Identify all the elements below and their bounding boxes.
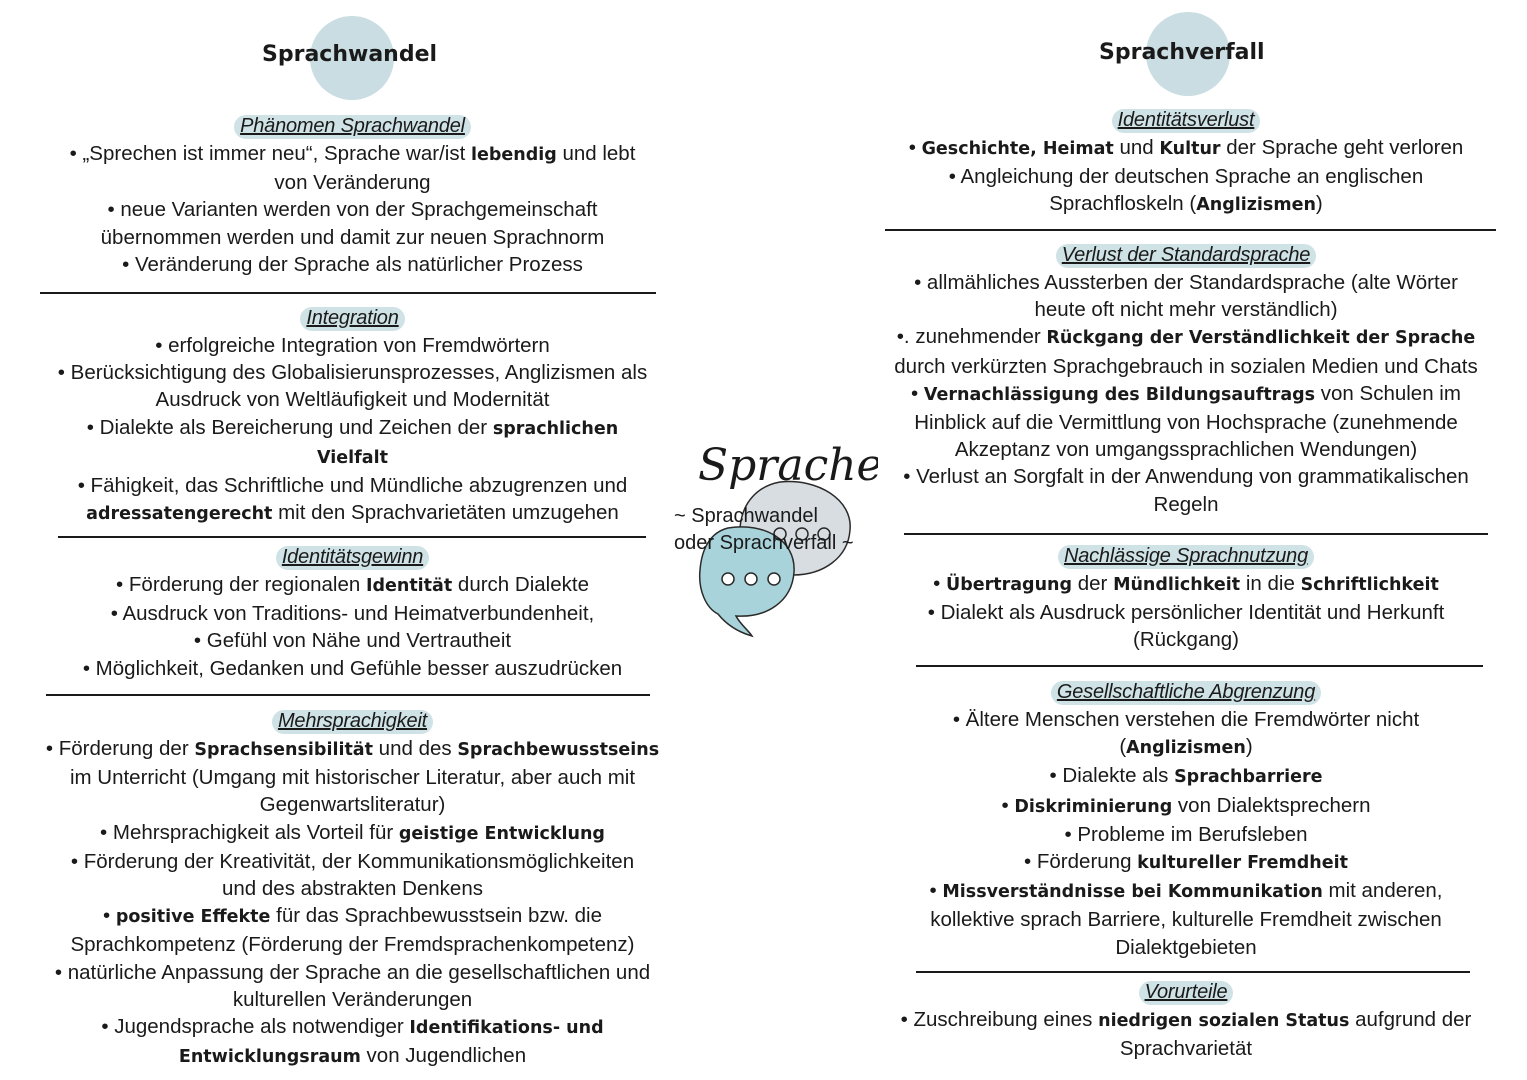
bullet-line: • positive Effekte für das Sprachbewusstsein bzw. die (102, 904, 603, 928)
bullet-line: • neue Varianten werden von der Sprachgemeinschaft (107, 198, 598, 222)
bullet-line: • Ausdruck von Traditions- und Heimatverbundenheit, (110, 602, 595, 626)
divider (46, 694, 650, 696)
bullet-line: •. zunehmender Rückgang der Verständlichkeit der Sprache (896, 325, 1476, 349)
section-right-4 (876, 981, 1496, 1062)
bullet-line: • Verlust an Sorgfalt in der Anwendung von grammatikalischen (903, 465, 1469, 489)
section-right-2 (876, 545, 1496, 654)
divider (885, 229, 1496, 231)
page-title-left: Sprachwandel (262, 42, 438, 67)
bullet-line: • Förderung kultureller Fremdheit (1024, 850, 1348, 874)
bullet-line: • Gefühl von Nähe und Vertrautheit (193, 629, 512, 653)
section-title: Identitätsverlust (1112, 109, 1261, 133)
bullet-line: • Geschichte, Heimat und Kultur der Sprache geht verloren (908, 136, 1464, 159)
bullet-line: • erfolgreiche Integration von Fremdwörtern (155, 334, 550, 357)
header-sprachwandel (260, 12, 460, 102)
bullet-line: • Ältere Menschen verstehen die Fremdwörter nicht (952, 708, 1420, 731)
bullet-line: (Rückgang) (1133, 628, 1239, 652)
bullet-line: adressatengerecht mit den Sprachvarietäten umzugehen (86, 501, 619, 525)
section-lines (876, 570, 1496, 654)
bullet-line: Akzeptanz von umgangssprachlichen Wendungen) (954, 438, 1418, 462)
bullet-line: Gegenwartsliteratur) (259, 793, 446, 817)
section-left-1 (40, 307, 665, 528)
speech-bubbles-icon (668, 430, 878, 640)
bullet-line: kulturellen Veränderungen (232, 987, 473, 1011)
center-logo (668, 430, 878, 640)
bullet-line: • allmähliches Aussterben der Standardsprache (alte Wörter (914, 271, 1458, 294)
section-title: Verlust der Standardsprache (1056, 244, 1316, 268)
bullet-line: • Zuschreibung eines niedrigen sozialen Status aufgrund der (900, 1008, 1472, 1031)
bullet-line: im Unterricht (Umgang mit historischer Literatur, aber auch mit (69, 766, 636, 790)
bullet-line: Vielfalt (317, 447, 388, 468)
center-title: Sprache (698, 440, 878, 491)
bullet-line: Sprachkompetenz (Förderung der Fremdsprachenkompetenz) (70, 933, 635, 957)
bullet-line: • „Sprechen ist immer neu“, Sprache war/ist lebendig und lebt (69, 142, 636, 165)
section-title: Integration (300, 307, 404, 331)
section-title: Mehrsprachigkeit (272, 710, 433, 734)
bullet-line: • Übertragung der Mündlichkeit in die Schriftlichkeit (933, 572, 1439, 595)
bullet-line: • Dialekt als Ausdruck persönlicher Identität und Herkunft (927, 601, 1445, 625)
section-left-3 (40, 710, 665, 1071)
divider (40, 292, 656, 294)
section-left-2 (40, 546, 665, 682)
bullet-line: • natürliche Anpassung der Sprache an die gesellschaftlichen und (54, 960, 651, 984)
section-right-0 (876, 109, 1496, 220)
bullet-line: • Dialekte als Sprachbarriere (1049, 764, 1323, 788)
section-lines (876, 269, 1496, 518)
divider (916, 665, 1483, 667)
bullet-line: Entwicklungsraum von Jugendlichen (178, 1044, 527, 1068)
bullet-line: Sprachfloskeln (Anglizismen) (1049, 192, 1323, 216)
section-lines (40, 332, 665, 528)
bullet-line: von Veränderung (274, 171, 431, 195)
section-lines (40, 140, 665, 278)
section-lines (876, 1006, 1496, 1062)
bullet-line: heute oft nicht mehr verständlich) (1034, 298, 1338, 322)
section-left-0 (40, 115, 665, 278)
bullet-line: Dialektgebieten (1115, 935, 1257, 959)
bullet-line: • Diskriminierung von Dialektsprechern (1001, 793, 1371, 817)
page-title-right: Sprachverfall (1099, 40, 1265, 65)
header-sprachverfall (1096, 10, 1296, 100)
bullet-line: • Mehrsprachigkeit als Vorteil für geistige Entwicklung (100, 820, 605, 844)
bullet-line: Hinblick auf die Vermittlung von Hochsprache (zunehmende (914, 411, 1458, 435)
bullet-line: durch verkürzten Sprachgebrauch in sozialen Medien und Chats (894, 354, 1478, 378)
section-title: Phänomen Sprachwandel (234, 115, 471, 139)
bullet-line: • Förderung der Sprachsensibilität und des Sprachbewusstseins (45, 737, 660, 760)
center-subtitle-2: oder Sprachverfall ~ (674, 532, 854, 554)
bullet-line: übernommen werden und damit zur neuen Sprachnorm (100, 225, 605, 249)
section-title: Nachlässige Sprachnutzung (1058, 545, 1314, 569)
section-right-1 (876, 244, 1496, 518)
section-lines (40, 735, 665, 1071)
bullet-line: • Berücksichtigung des Globalisierunsprozesses, Anglizismen als (57, 361, 648, 385)
bullet-line: • Missverständnisse bei Kommunikation mit anderen, (929, 879, 1443, 903)
divider (58, 536, 646, 538)
bullet-line: • Fähigkeit, das Schriftliche und Mündliche abzugrenzen und (77, 474, 628, 498)
bullet-line: und des abstrakten Denkens (222, 877, 483, 901)
bullet-line: • Förderung der regionalen Identität durch Dialekte (116, 573, 589, 596)
section-title: Gesellschaftliche Abgrenzung (1051, 681, 1321, 705)
bullet-line: • Förderung der Kreativität, der Kommunikationsmöglichkeiten (70, 849, 635, 873)
bullet-line: • Jugendsprache als notwendiger Identifikations- und (101, 1015, 604, 1039)
section-lines (40, 571, 665, 682)
bullet-line: • Vernachlässigung des Bildungsauftrags von Schulen im (911, 381, 1461, 405)
bullet-line: • Angleichung der deutschen Sprache an englischen (948, 165, 1424, 189)
bullet-line: kollektive sprach Barriere, kulturelle Fremdheit zwischen (930, 908, 1442, 932)
divider (916, 971, 1470, 973)
bullet-line: Sprachvarietät (1119, 1037, 1253, 1061)
bullet-line: Ausdruck von Weltläufigkeit und Modernität (155, 388, 550, 412)
bullet-line: • Probleme im Berufsleben (1064, 822, 1308, 846)
section-title: Identitätsgewinn (276, 546, 429, 570)
bullet-line: • Veränderung der Sprache als natürlicher Prozess (122, 252, 583, 276)
bullet-line: • Dialekte als Bereicherung und Zeichen der sprachlichen (86, 415, 619, 439)
divider (904, 533, 1488, 535)
bullet-line: • Möglichkeit, Gedanken und Gefühle besser auszudrücken (82, 656, 623, 680)
section-right-3 (876, 681, 1496, 961)
section-lines (876, 706, 1496, 961)
bullet-line: Regeln (1153, 492, 1219, 516)
section-lines (876, 134, 1496, 220)
center-subtitle-1: ~ Sprachwandel (674, 505, 818, 527)
bullet-line: (Anglizismen) (1119, 735, 1253, 759)
section-title: Vorurteile (1139, 981, 1234, 1005)
